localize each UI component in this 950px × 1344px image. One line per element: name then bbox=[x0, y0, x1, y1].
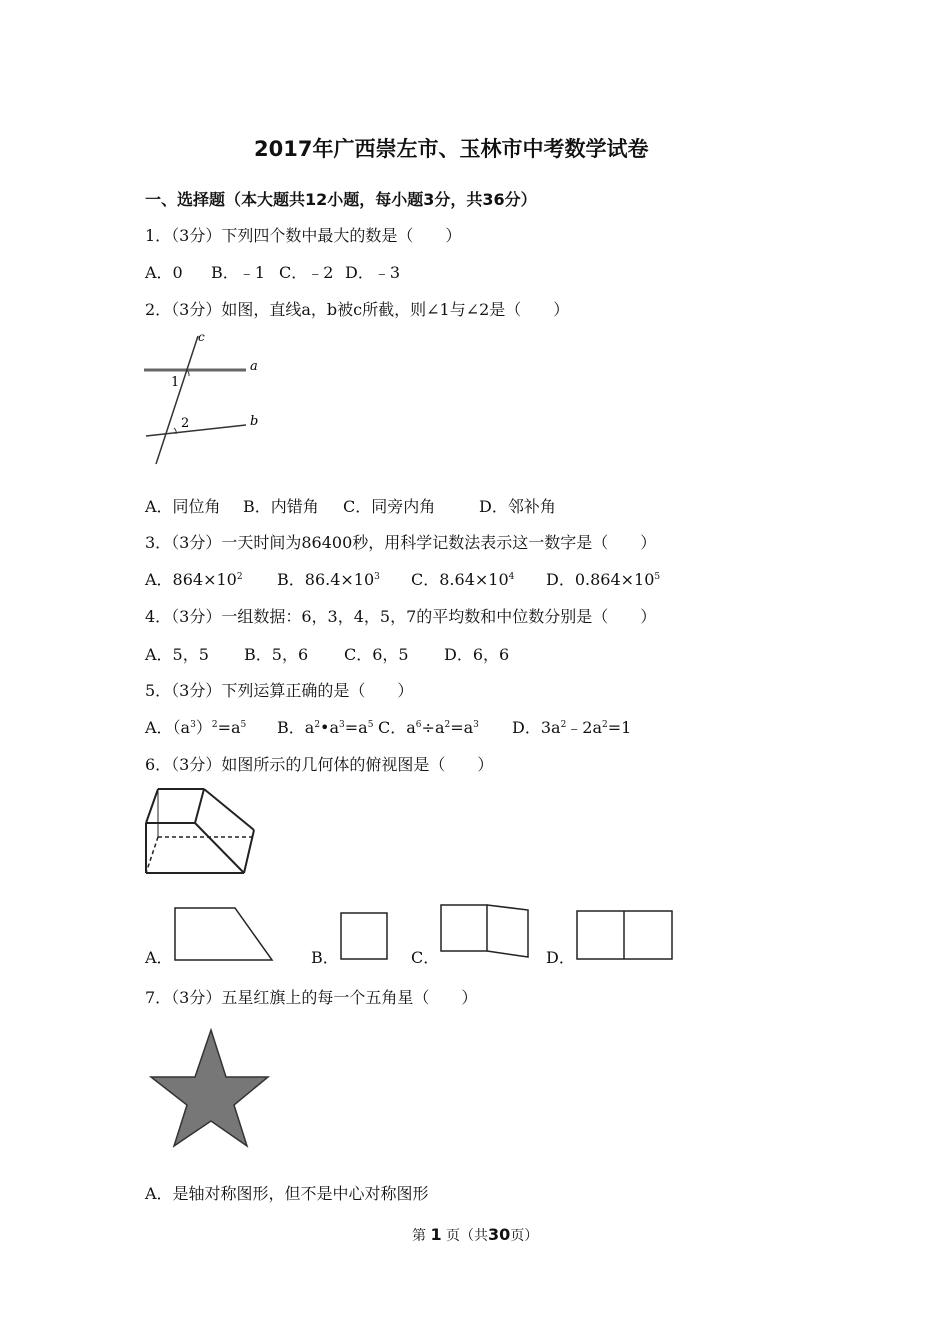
q4-option-a: A．5，5 bbox=[145, 645, 209, 664]
q6-option-a-trapezoid bbox=[172, 905, 282, 965]
q3-option-b: B．$86.4\times 10^3$ bbox=[277, 570, 380, 589]
q6-option-b: B． bbox=[311, 948, 339, 967]
q5-option-c: C．$a^6\div a^2=a^3$ bbox=[378, 718, 479, 737]
q5-option-d: D．$3a^2﹣2a^2=1$ bbox=[512, 718, 632, 737]
q6-option-c: C． bbox=[411, 948, 440, 967]
question-4-stem: 4．（3分）一组数据：6，3，4，5，7的平均数和中位数分别是（ ） bbox=[145, 607, 657, 626]
q3-option-a: A．$864\times 10^2$ bbox=[145, 570, 243, 589]
question-1-stem: 1．（3分）下列四个数中最大的数是（ ） bbox=[145, 226, 462, 245]
five-pointed-star-icon bbox=[145, 1025, 275, 1150]
q2-label-c: c bbox=[198, 330, 205, 344]
q2-label-angle2: 2 bbox=[181, 416, 190, 431]
q3-option-d: D．$0.864\times 10^5$ bbox=[546, 570, 661, 589]
q3-option-c: C．$8.64\times 10^4$ bbox=[411, 570, 515, 589]
q2-option-a: A．同位角 bbox=[145, 497, 221, 516]
q2-label-a: a bbox=[250, 359, 258, 374]
q4-option-c: C．6，5 bbox=[344, 645, 409, 664]
q1-option-b: B．﹣1 bbox=[211, 263, 265, 282]
q2-label-b: b bbox=[250, 414, 259, 429]
q2-option-d: D．邻补角 bbox=[479, 497, 556, 516]
q6-option-b-square bbox=[338, 910, 393, 965]
q1-option-d: D．﹣3 bbox=[345, 263, 401, 282]
q4-option-d: D．6，6 bbox=[444, 645, 510, 664]
q1-option-c: C．﹣2 bbox=[279, 263, 334, 282]
question-2-stem: 2．（3分）如图，直线a，b被c所截，则∠1与∠2是（ ） bbox=[145, 300, 570, 319]
q6-option-a: A． bbox=[145, 948, 173, 967]
q7-option-a: A．是轴对称图形，但不是中心对称图形 bbox=[145, 1184, 429, 1203]
page-footer: 第 1 页（共30页） bbox=[412, 1225, 539, 1244]
q6-option-c-figure bbox=[438, 900, 538, 962]
q2-option-b: B．内错角 bbox=[243, 497, 319, 516]
q6-solid-figure bbox=[142, 787, 262, 882]
question-7-stem: 7．（3分）五星红旗上的每一个五角星（ ） bbox=[145, 988, 478, 1007]
q6-option-d: D． bbox=[546, 948, 575, 967]
question-3-stem: 3．（3分）一天时间为86400秒，用科学记数法表示这一数字是（ ） bbox=[145, 533, 657, 552]
q2-option-c: C．同旁内角 bbox=[343, 497, 436, 516]
q5-option-a: A．$(a^3)^2=a^5$ bbox=[145, 718, 247, 737]
q4-option-b: B．5，6 bbox=[244, 645, 309, 664]
q2-figure-parallel-lines bbox=[140, 330, 270, 470]
q1-option-a: A．0 bbox=[145, 263, 183, 282]
question-5-stem: 5．（3分）下列运算正确的是（ ） bbox=[145, 681, 414, 700]
q2-label-angle1: 1 bbox=[171, 375, 180, 390]
page-title: 2017年广西崇左市、玉林市中考数学试卷 bbox=[254, 137, 649, 161]
q6-option-d-figure bbox=[574, 908, 676, 963]
q5-option-b: B．$a^2•a^3=a^5$ bbox=[277, 718, 374, 737]
question-6-stem: 6．（3分）如图所示的几何体的俯视图是（ ） bbox=[145, 755, 494, 774]
section-heading: 一、选择题（本大题共12小题，每小题3分，共36分） bbox=[145, 190, 537, 209]
